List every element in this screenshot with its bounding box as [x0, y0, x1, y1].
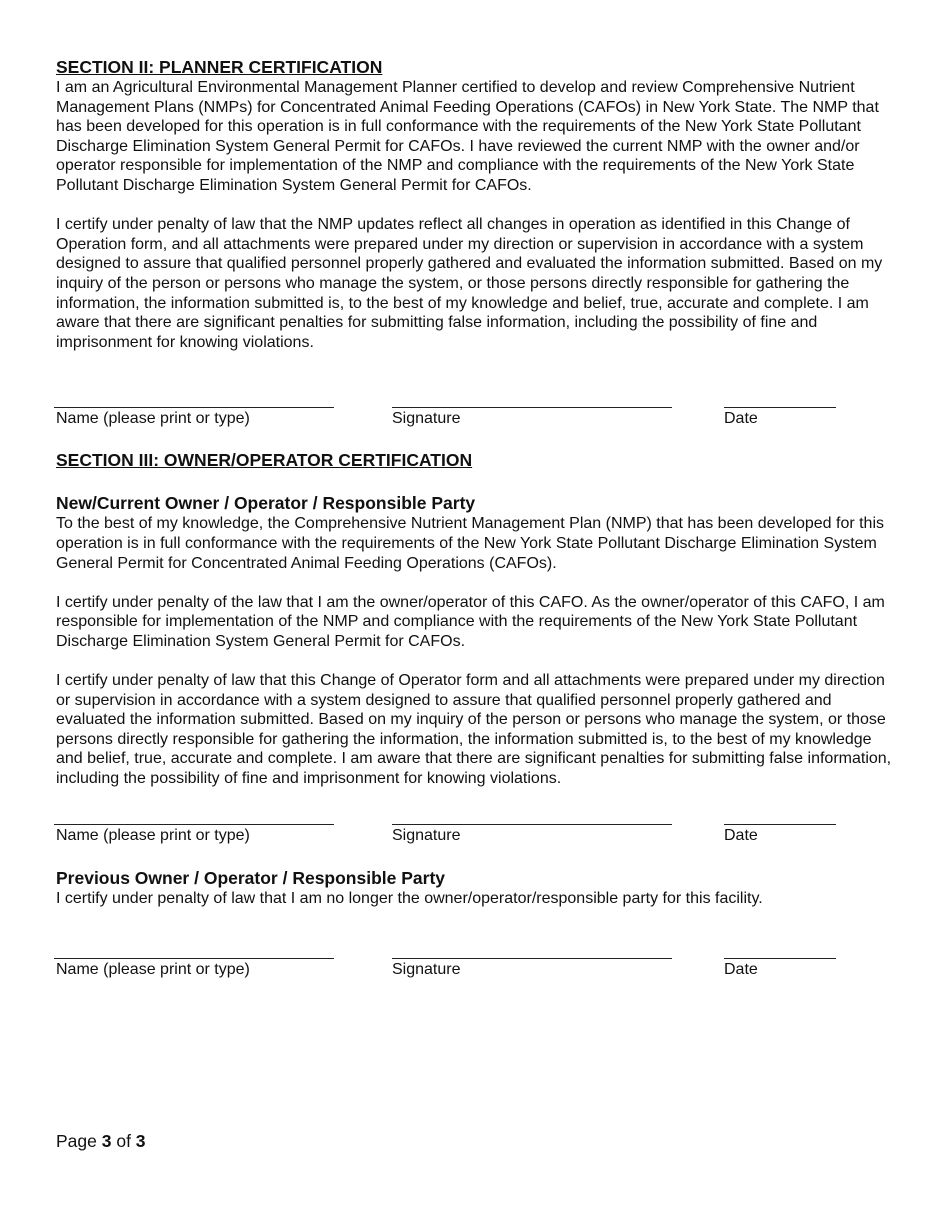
name-label: Name (please print or type): [56, 826, 250, 844]
page-total: 3: [135, 1131, 146, 1151]
planner-signature-row: [56, 407, 901, 431]
planner-name-field[interactable]: [54, 407, 334, 429]
previous-owner-paragraph-1: I certify under penalty of law that I am no longer the owner/operator/responsible party for this facility.: [56, 889, 763, 907]
current-owner-signature-row: [56, 824, 901, 848]
signature-label: Signature: [392, 826, 461, 844]
current-owner-paragraph-3: I certify under penalty of law that this Change of Operator form and all attachments were prepared under my direction or supervision in accordance with a system designed to assure that qualified personnel properly gathered and evaluated the information submitted. Based on my inquiry of the person or persons who manage the system, or those persons directly responsible for gathering the information, the information submitted is, to the best of my knowledge and belief, true, accurate and complete. I am aware that there are significant penalties for submitting false information, including the possibility of fine and imprisonment for knowing violations.: [56, 672, 892, 788]
section-2-paragraph-1: I am an Agricultural Environmental Management Planner certified to develop and review Comprehensive Nutrient Management Plans (NMPs) for Concentrated Animal Feeding Operations (CAFOs) in New York State. The NMP that has been developed for this operation is in full conformance with the requirements of the New York State Pollutant Discharge Elimination System General Permit for CAFOs. I have reviewed the current NMP with the owner and/or operator responsible for implementation of the NMP and compliance with the requirements of the New York State Pollutant Discharge Elimination System General Permit for CAFOs.: [56, 79, 879, 194]
current-owner-paragraph-2: I certify under penalty of the law that I am the owner/operator of this CAFO. As the owner/operator of this CAFO, I am responsible for implementation of the NMP and compliance with the requirements of the New York State Pollutant Discharge Elimination System General Permit for CAFOs.: [56, 593, 885, 650]
page-prefix: Page: [56, 1131, 102, 1151]
section-2-paragraph-2: I certify under penalty of law that the NMP updates reflect all changes in operation as identified in this Change of Operation form, and all attachments were prepared under my direction or supervision in accordance with a system designed to assure that qualified personnel properly gathered and evaluated the information submitted. Based on my inquiry of the person or persons who manage the system, or those persons directly responsible for gathering the information, the information submitted is, to the best of my knowledge and belief, true, accurate and complete. I am aware that there are significant penalties for submitting false information, including the possibility of fine and imprisonment for knowing violations.: [56, 216, 883, 351]
section-2-heading: SECTION II: PLANNER CERTIFICATION: [56, 57, 383, 77]
signature-label: Signature: [392, 961, 461, 979]
page-current: 3: [101, 1131, 112, 1151]
current-owner-signature-field[interactable]: [392, 824, 672, 846]
name-label: Name (please print or type): [56, 961, 250, 979]
page-of: of: [111, 1131, 136, 1151]
current-owner-name-field[interactable]: [54, 824, 334, 846]
current-owner-date-field[interactable]: [724, 824, 836, 846]
previous-owner-heading: Previous Owner / Operator / Responsible Party: [56, 867, 446, 888]
current-owner-paragraph-1: To the best of my knowledge, the Comprehensive Nutrient Management Plan (NMP) that has been developed for this operation is in full conformance with the requirements of the New York State Pollutant Discharge Elimination System General Permit for Concentrated Animal Feeding Operations (CAFOs).: [56, 515, 885, 572]
previous-owner-signature-field[interactable]: [392, 958, 672, 980]
page-number: [56, 1130, 146, 1152]
previous-owner-date-field[interactable]: [724, 958, 836, 980]
planner-signature-field[interactable]: [392, 407, 672, 429]
document-page: [56, 56, 901, 982]
signature-label: Signature: [392, 410, 461, 428]
previous-owner-signature-row: [56, 958, 901, 982]
date-label: Date: [724, 826, 758, 844]
date-label: Date: [724, 410, 758, 428]
previous-owner-name-field[interactable]: [54, 958, 334, 980]
name-label: Name (please print or type): [56, 410, 250, 428]
current-owner-heading: New/Current Owner / Operator / Responsible Party: [56, 493, 476, 514]
planner-date-field[interactable]: [724, 407, 836, 429]
section-3-heading: SECTION III: OWNER/OPERATOR CERTIFICATION: [56, 450, 473, 471]
date-label: Date: [724, 961, 758, 979]
